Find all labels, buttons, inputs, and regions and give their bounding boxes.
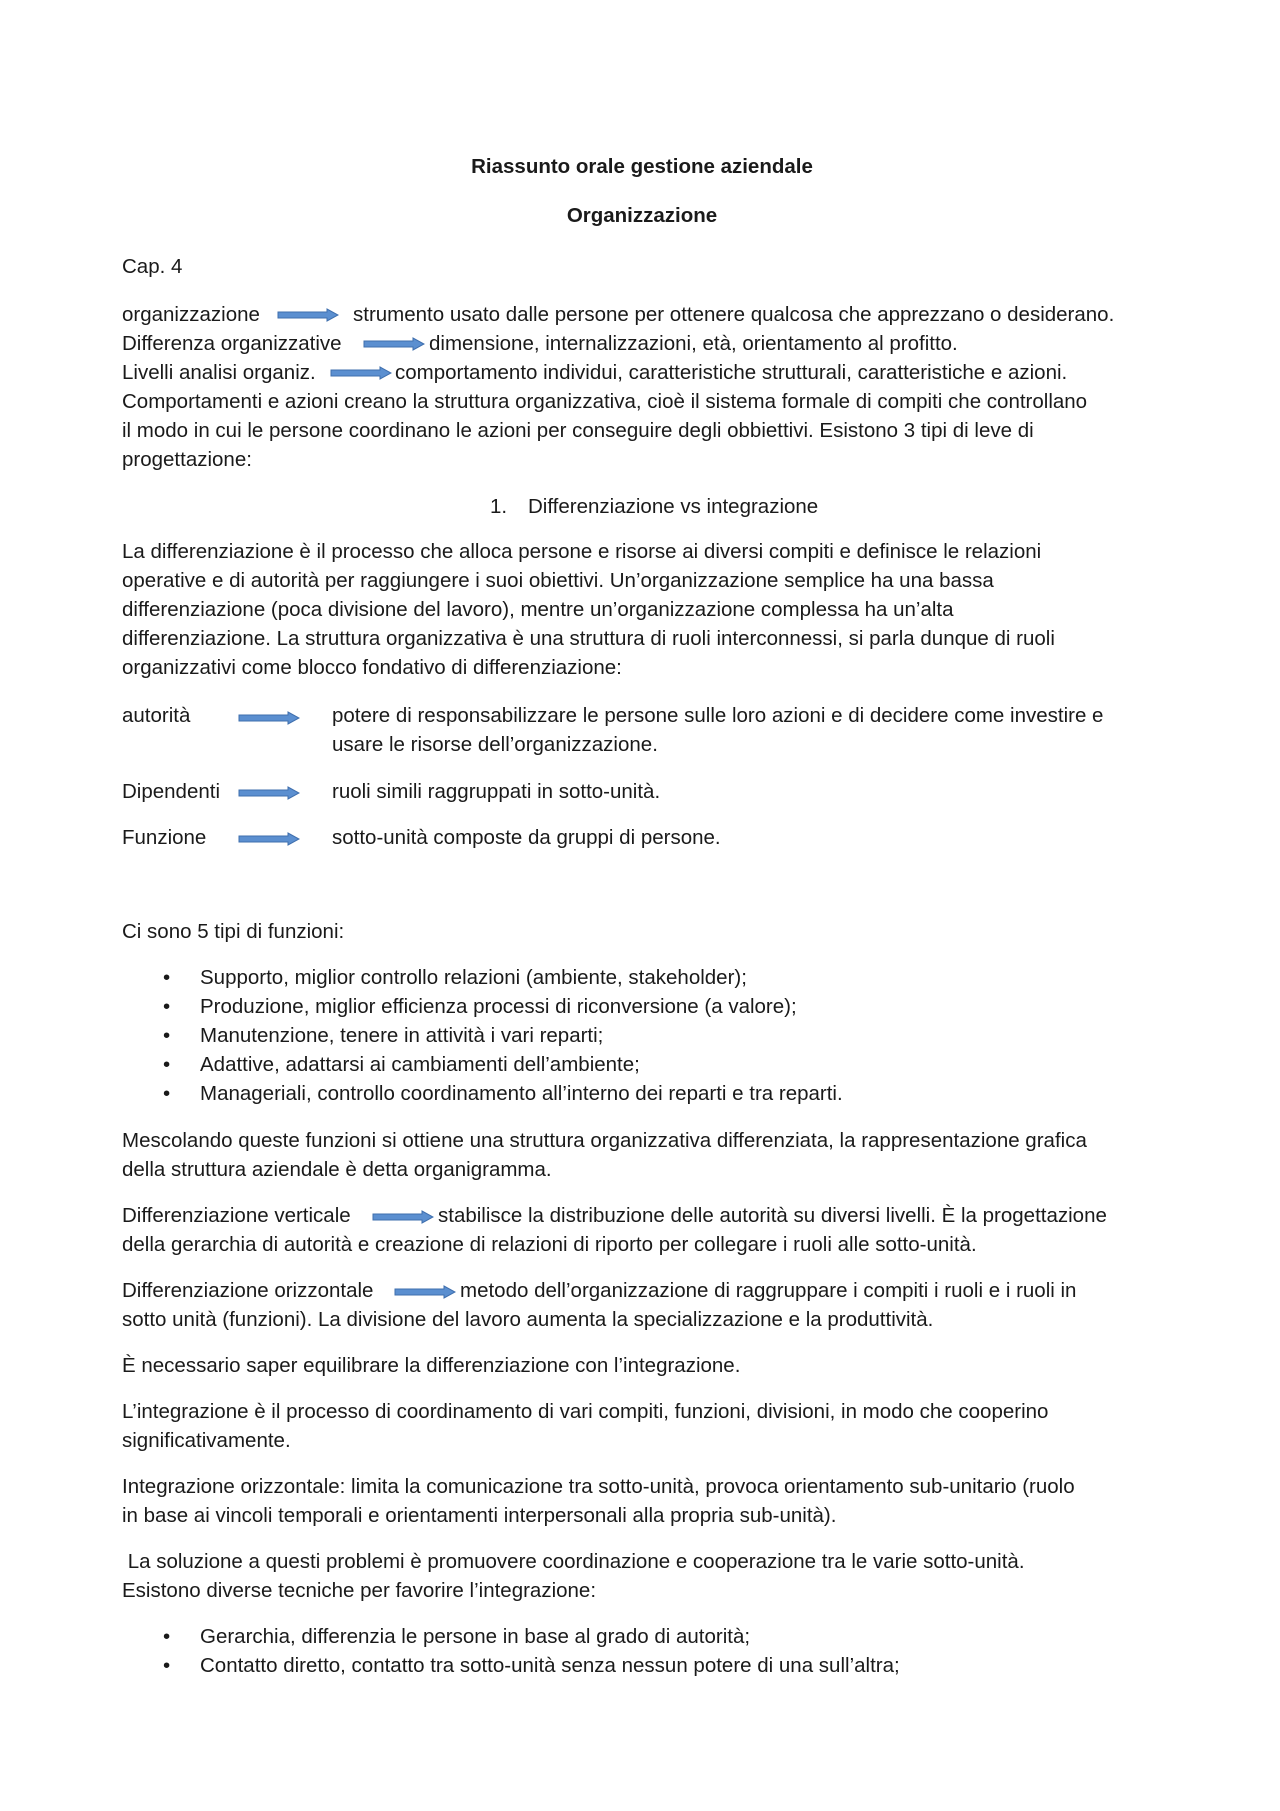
role-text: ruoli simili raggruppati in sotto-unità. <box>332 780 661 803</box>
horizontal-term: Differenziazione orizzontale <box>122 1279 374 1302</box>
list-item-text: Supporto, miglior controllo relazioni (ambiente, stakeholder); <box>200 966 747 989</box>
bullet: • <box>163 1654 171 1677</box>
bullet: • <box>163 1625 171 1648</box>
definition-text: strumento usato dalle persone per ottenere qualcosa che apprezzano o desiderano. <box>353 303 1115 326</box>
right-arrow-icon <box>238 786 300 800</box>
list-item <box>122 1021 1162 1050</box>
role-text: potere di responsabilizzare le persone sulle loro azioni e di decidere come investire e <box>332 704 1104 727</box>
balance-line: È necessario saper equilibrare la differenziazione con l’integrazione. <box>122 1354 741 1377</box>
list-item <box>122 1622 1162 1651</box>
list-item-text: Manutenzione, tenere in attività i vari reparti; <box>200 1024 604 1047</box>
paragraph-line: La differenziazione è il processo che alloca persone e risorse ai diversi compiti e definisce le relazioni <box>122 540 1042 563</box>
bullet: • <box>163 1024 171 1047</box>
right-arrow-icon <box>363 337 425 351</box>
paragraph-line: Esistono diverse tecniche per favorire l’integrazione: <box>122 1579 597 1602</box>
section-title: Organizzazione <box>566 204 718 227</box>
horizontal-text-line2: sotto unità (funzioni). La divisione del lavoro aumenta la specializzazione e la produttività. <box>122 1308 934 1331</box>
definition-term: organizzazione <box>122 303 260 326</box>
role-text: usare le risorse dell’organizzazione. <box>332 733 658 756</box>
bullet: • <box>163 1053 171 1076</box>
list-item <box>122 1079 1162 1108</box>
list-item <box>122 1050 1162 1079</box>
role-term: autorità <box>122 704 191 727</box>
paragraph-line: L’integrazione è il processo di coordinamento di vari compiti, funzioni, divisioni, in modo che cooperino <box>122 1400 1049 1423</box>
paragraph-line: differenziazione (poca divisione del lavoro), mentre un’organizzazione complessa ha un’alta <box>122 598 954 621</box>
right-arrow-icon <box>330 366 392 380</box>
vertical-term: Differenziazione verticale <box>122 1204 351 1227</box>
document-title: Riassunto orale gestione aziendale <box>471 155 813 178</box>
list-item <box>122 992 1162 1021</box>
numbered-heading-text: Differenziazione vs integrazione <box>528 495 819 518</box>
definition-term: Differenza organizzative <box>122 332 342 355</box>
paragraph-line: organizzativi come blocco fondativo di differenziazione: <box>122 656 622 679</box>
paragraph-line: significativamente. <box>122 1429 291 1452</box>
right-arrow-icon <box>238 711 300 725</box>
bullet: • <box>163 1082 171 1105</box>
numbered-heading-number: 1. <box>490 495 508 518</box>
paragraph-line: Mescolando queste funzioni si ottiene una struttura organizzativa differenziata, la rappresentazione grafica <box>122 1129 1087 1152</box>
bullet: • <box>163 966 171 989</box>
paragraph-line: operative e di autorità per raggiungere i suoi obiettivi. Un’organizzazione semplice ha una bassa <box>122 569 994 592</box>
intro-line: progettazione: <box>122 448 252 471</box>
list-item-text: Adattive, adattarsi ai cambiamenti dell’ambiente; <box>200 1053 640 1076</box>
definition-text: comportamento individui, caratteristiche strutturali, caratteristiche e azioni. <box>395 361 1068 384</box>
list-item-text: Manageriali, controllo coordinamento all’interno dei reparti e tra reparti. <box>200 1082 843 1105</box>
intro-line: il modo in cui le persone coordinano le azioni per conseguire degli obbiettivi. Esistono 3 tipi di leve di <box>122 419 1034 442</box>
right-arrow-icon <box>372 1210 434 1224</box>
bullet: • <box>163 995 171 1018</box>
definition-text: dimensione, internalizzazioni, età, orientamento al profitto. <box>429 332 958 355</box>
paragraph-line: Integrazione orizzontale: limita la comunicazione tra sotto-unità, provoca orientamento sub-unitario (ruolo <box>122 1475 1075 1498</box>
vertical-text: stabilisce la distribuzione delle autorità su diversi livelli. È la progettazione <box>438 1204 1107 1227</box>
paragraph-line: della struttura aziendale è detta organigramma. <box>122 1158 552 1181</box>
horizontal-text: metodo dell’organizzazione di raggruppare i compiti i ruoli e i ruoli in <box>460 1279 1077 1302</box>
right-arrow-icon <box>277 308 339 322</box>
intro-line: Comportamenti e azioni creano la struttura organizzativa, cioè il sistema formale di compiti che controllano <box>122 390 1088 413</box>
vertical-text-line2: della gerarchia di autorità e creazione di relazioni di riporto per collegare i ruoli alle sotto-unità. <box>122 1233 977 1256</box>
definition-term: Livelli analisi organiz. <box>122 361 316 384</box>
list-item-text: Gerarchia, differenzia le persone in base al grado di autorità; <box>200 1625 751 1648</box>
list-item <box>122 1651 1162 1680</box>
role-text: sotto-unità composte da gruppi di persone. <box>332 826 721 849</box>
list-item-text: Produzione, miglior efficienza processi di riconversione (a valore); <box>200 995 797 1018</box>
role-term: Dipendenti <box>122 780 221 803</box>
right-arrow-icon <box>238 832 300 846</box>
paragraph-line: La soluzione a questi problemi è promuovere coordinazione e cooperazione tra le varie sotto-unità. <box>122 1550 1025 1573</box>
paragraph-line: in base ai vincoli temporali e orientamenti interpersonali alla propria sub-unità). <box>122 1504 837 1527</box>
right-arrow-icon <box>394 1285 456 1299</box>
functions-intro: Ci sono 5 tipi di funzioni: <box>122 920 345 943</box>
paragraph-line: differenziazione. La struttura organizzativa è una struttura di ruoli interconnessi, si parla dunque di ruoli <box>122 627 1055 650</box>
list-item <box>122 963 1162 992</box>
list-item-text: Contatto diretto, contatto tra sotto-unità senza nessun potere di una sull’altra; <box>200 1654 900 1677</box>
chapter-label: Cap. 4 <box>122 255 183 278</box>
role-term: Funzione <box>122 826 207 849</box>
